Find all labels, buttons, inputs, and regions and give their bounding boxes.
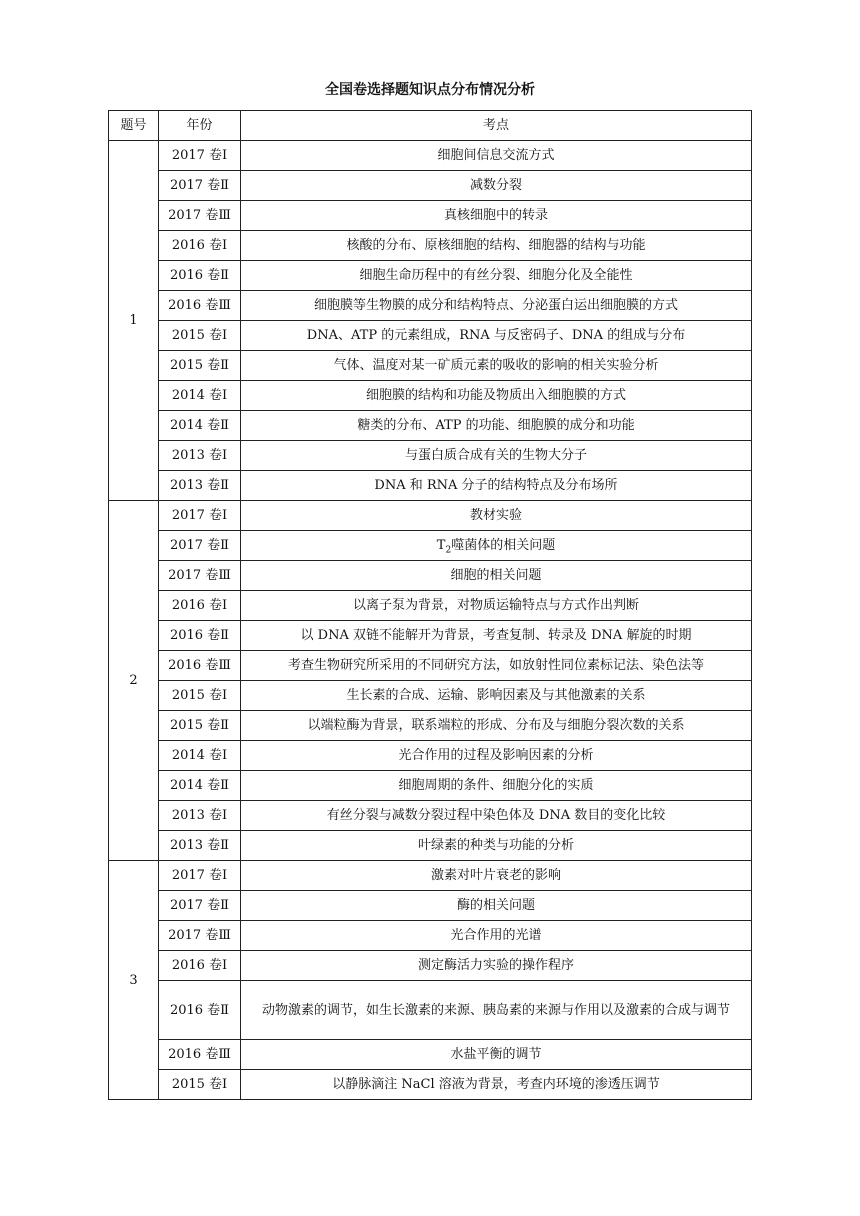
table-row — [109, 951, 752, 981]
year-cell: 2015 卷Ⅱ — [159, 711, 241, 741]
topic-cell: 光合作用的光谱 — [241, 921, 752, 951]
topic-cell: 以端粒酶为背景，联系端粒的形成、分布及与细胞分裂次数的关系 — [241, 711, 752, 741]
topic-cell: 叶绿素的种类与功能的分析 — [241, 831, 752, 861]
table-row — [109, 831, 752, 861]
topic-cell: 动物激素的调节，如生长激素的来源、胰岛素的来源与作用以及激素的合成与调节 — [241, 981, 752, 1040]
topic-distribution-table — [108, 110, 752, 1100]
topic-cell: 细胞生命历程中的有丝分裂、细胞分化及全能性 — [241, 261, 752, 291]
year-cell: 2016 卷Ⅱ — [159, 981, 241, 1040]
topic-suffix: 噬菌体的相关问题 — [451, 538, 556, 553]
table-row — [109, 981, 752, 1040]
topic-cell: 生长素的合成、运输、影响因素及与其他激素的关系 — [241, 681, 752, 711]
header-year: 年份 — [159, 111, 241, 141]
table-row — [109, 891, 752, 921]
table-row — [109, 651, 752, 681]
table-row — [109, 171, 752, 201]
question-number-cell: 1 — [109, 141, 159, 501]
year-cell: 2015 卷Ⅰ — [159, 681, 241, 711]
year-cell: 2017 卷Ⅲ — [159, 921, 241, 951]
topic-cell: DNA、ATP 的元素组成，RNA 与反密码子、DNA 的组成与分布 — [241, 321, 752, 351]
topic-cell: 细胞间信息交流方式 — [241, 141, 752, 171]
table-row — [109, 381, 752, 411]
year-cell: 2016 卷Ⅲ — [159, 651, 241, 681]
topic-cell: 真核细胞中的转录 — [241, 201, 752, 231]
topic-cell: 以 DNA 双链不能解开为背景，考查复制、转录及 DNA 解旋的时期 — [241, 621, 752, 651]
year-cell: 2017 卷Ⅰ — [159, 501, 241, 531]
topic-cell: 激素对叶片衰老的影响 — [241, 861, 752, 891]
header-question-number: 题号 — [109, 111, 159, 141]
table-row — [109, 261, 752, 291]
year-cell: 2016 卷Ⅲ — [159, 1040, 241, 1070]
topic-prefix: T — [436, 538, 446, 553]
table-row — [109, 231, 752, 261]
year-cell: 2015 卷Ⅰ — [159, 321, 241, 351]
table-header-row — [109, 111, 752, 141]
year-cell: 2016 卷Ⅰ — [159, 591, 241, 621]
topic-cell: 气体、温度对某一矿质元素的吸收的影响的相关实验分析 — [241, 351, 752, 381]
table-row — [109, 531, 752, 561]
topic-cell: 细胞膜的结构和功能及物质出入细胞膜的方式 — [241, 381, 752, 411]
table-row — [109, 471, 752, 501]
topic-cell: 以离子泵为背景，对物质运输特点与方式作出判断 — [241, 591, 752, 621]
table-row — [109, 141, 752, 171]
year-cell: 2013 卷Ⅱ — [159, 831, 241, 861]
year-cell: 2016 卷Ⅰ — [159, 951, 241, 981]
table-row — [109, 771, 752, 801]
table-row — [109, 291, 752, 321]
year-cell: 2017 卷Ⅲ — [159, 201, 241, 231]
year-cell: 2016 卷Ⅲ — [159, 291, 241, 321]
table-row — [109, 1040, 752, 1070]
year-cell: 2017 卷Ⅱ — [159, 891, 241, 921]
year-cell: 2013 卷Ⅰ — [159, 441, 241, 471]
topic-cell: 教材实验 — [241, 501, 752, 531]
topic-cell: 与蛋白质合成有关的生物大分子 — [241, 441, 752, 471]
year-cell: 2014 卷Ⅰ — [159, 381, 241, 411]
year-cell: 2014 卷Ⅱ — [159, 771, 241, 801]
table-row — [109, 741, 752, 771]
question-number-cell: 2 — [109, 501, 159, 861]
year-cell: 2015 卷Ⅰ — [159, 1070, 241, 1100]
page-title: 全国卷选择题知识点分布情况分析 — [325, 82, 535, 98]
year-cell: 2017 卷Ⅱ — [159, 171, 241, 201]
topic-cell: 细胞膜等生物膜的成分和结构特点、分泌蛋白运出细胞膜的方式 — [241, 291, 752, 321]
topic-cell — [241, 531, 752, 561]
table-row — [109, 321, 752, 351]
topic-cell: 有丝分裂与减数分裂过程中染色体及 DNA 数目的变化比较 — [241, 801, 752, 831]
table-row — [109, 681, 752, 711]
year-cell: 2015 卷Ⅱ — [159, 351, 241, 381]
topic-cell: 细胞的相关问题 — [241, 561, 752, 591]
header-topic: 考点 — [241, 111, 752, 141]
topic-cell: 测定酶活力实验的操作程序 — [241, 951, 752, 981]
topic-cell: 考查生物研究所采用的不同研究方法，如放射性同位素标记法、染色法等 — [241, 651, 752, 681]
table-row — [109, 411, 752, 441]
table-row — [109, 501, 752, 531]
year-cell: 2016 卷Ⅱ — [159, 621, 241, 651]
topic-cell: 核酸的分布、原核细胞的结构、细胞器的结构与功能 — [241, 231, 752, 261]
topic-subscript: 2 — [445, 545, 452, 556]
table-row — [109, 561, 752, 591]
year-cell: 2017 卷Ⅲ — [159, 561, 241, 591]
table-row — [109, 861, 752, 891]
year-cell: 2016 卷Ⅰ — [159, 231, 241, 261]
table-row — [109, 591, 752, 621]
table-row — [109, 921, 752, 951]
topic-cell: 糖类的分布、ATP 的功能、细胞膜的成分和功能 — [241, 411, 752, 441]
table-row — [109, 441, 752, 471]
topic-cell: 以静脉滴注 NaCl 溶液为背景，考查内环境的渗透压调节 — [241, 1070, 752, 1100]
table-row — [109, 801, 752, 831]
year-cell: 2013 卷Ⅰ — [159, 801, 241, 831]
table-row — [109, 1070, 752, 1100]
table-row — [109, 621, 752, 651]
table-row — [109, 201, 752, 231]
topic-cell: 酶的相关问题 — [241, 891, 752, 921]
topic-cell: 减数分裂 — [241, 171, 752, 201]
year-cell: 2017 卷Ⅰ — [159, 141, 241, 171]
year-cell: 2017 卷Ⅰ — [159, 861, 241, 891]
table-body — [109, 141, 752, 1100]
table-row — [109, 351, 752, 381]
year-cell: 2016 卷Ⅱ — [159, 261, 241, 291]
topic-cell: 细胞周期的条件、细胞分化的实质 — [241, 771, 752, 801]
year-cell: 2013 卷Ⅱ — [159, 471, 241, 501]
topic-cell: 光合作用的过程及影响因素的分析 — [241, 741, 752, 771]
topic-cell: DNA 和 RNA 分子的结构特点及分布场所 — [241, 471, 752, 501]
topic-cell: 水盐平衡的调节 — [241, 1040, 752, 1070]
year-cell: 2017 卷Ⅱ — [159, 531, 241, 561]
year-cell: 2014 卷Ⅰ — [159, 741, 241, 771]
table-row — [109, 711, 752, 741]
question-number-cell: 3 — [109, 861, 159, 1100]
year-cell: 2014 卷Ⅱ — [159, 411, 241, 441]
